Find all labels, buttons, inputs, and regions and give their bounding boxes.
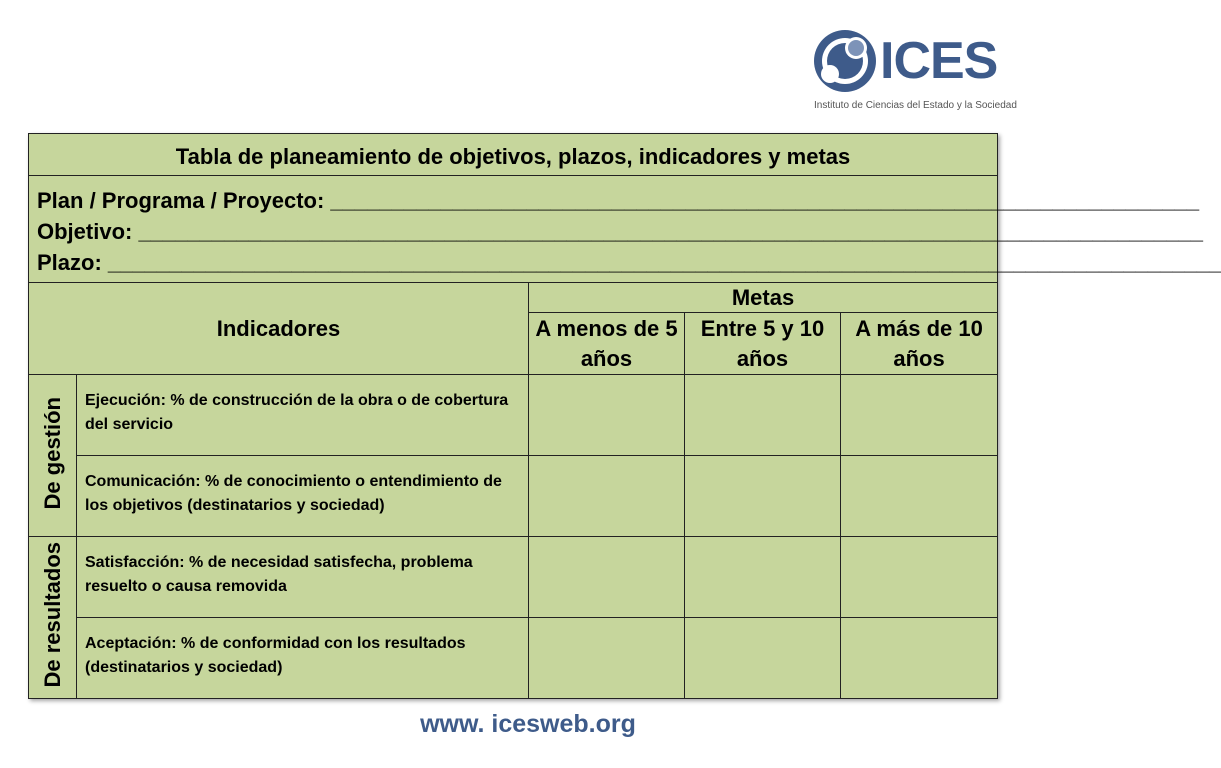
indicadores-header: Indicadores: [29, 283, 529, 375]
meta-cell[interactable]: [685, 456, 841, 537]
indicator-aceptacion: Aceptación: % de conformidad con los resultados (destinatarios y sociedad): [77, 618, 529, 699]
logo-name: ICES: [880, 32, 998, 90]
group-label-text: De resultados: [39, 542, 65, 688]
indicator-satisfaccion: Satisfacción: % de necesidad satisfecha, problema resuelto o causa removida: [77, 537, 529, 618]
table-row: [29, 456, 998, 537]
planning-table: [28, 133, 1221, 699]
meta-cell[interactable]: [685, 618, 841, 699]
table-row: [29, 537, 998, 618]
website-link[interactable]: www. icesweb.org: [420, 710, 636, 738]
table-title: Tabla de planeamiento de objetivos, plazos, indicadores y metas: [29, 134, 998, 176]
meta-cell[interactable]: [529, 618, 685, 699]
meta-cell[interactable]: [685, 537, 841, 618]
website-footer: [0, 710, 1024, 739]
meta-cell[interactable]: [841, 456, 998, 537]
group-label-gestion: [29, 375, 77, 537]
plan-fields: [29, 176, 1221, 283]
objetivo-field[interactable]: Objetivo: _______________________________________________________________________________________: [37, 218, 1203, 244]
plazo-field[interactable]: Plazo: ___________________________________________________________________________________________: [37, 249, 1221, 275]
table-row: [29, 375, 998, 456]
metas-header: Metas: [529, 283, 998, 313]
logo-subtitle: Instituto de Ciencias del Estado y la Sociedad: [814, 100, 1017, 111]
ices-logo: [810, 26, 1017, 118]
period-header-more-10: A más de 10 años: [841, 313, 998, 375]
meta-cell[interactable]: [529, 375, 685, 456]
meta-cell[interactable]: [841, 618, 998, 699]
period-header-5-10: Entre 5 y 10 años: [685, 313, 841, 375]
meta-cell[interactable]: [685, 375, 841, 456]
table-row: [29, 618, 998, 699]
indicator-ejecucion: Ejecución: % de construcción de la obra o de cobertura del servicio: [77, 375, 529, 456]
ices-logo-mark-icon: [812, 28, 878, 94]
period-header-less-5: A menos de 5 años: [529, 313, 685, 375]
group-label-resultados: [29, 537, 77, 699]
plan-programa-proyecto-field[interactable]: Plan / Programa / Proyecto: _______________________________________________________________________: [37, 187, 1200, 213]
indicator-comunicacion: Comunicación: % de conocimiento o entendimiento de los objetivos (destinatarios y sociedad): [77, 456, 529, 537]
meta-cell[interactable]: [529, 456, 685, 537]
group-label-text: De gestión: [39, 396, 65, 510]
meta-cell[interactable]: [841, 537, 998, 618]
meta-cell[interactable]: [841, 375, 998, 456]
meta-cell[interactable]: [529, 537, 685, 618]
